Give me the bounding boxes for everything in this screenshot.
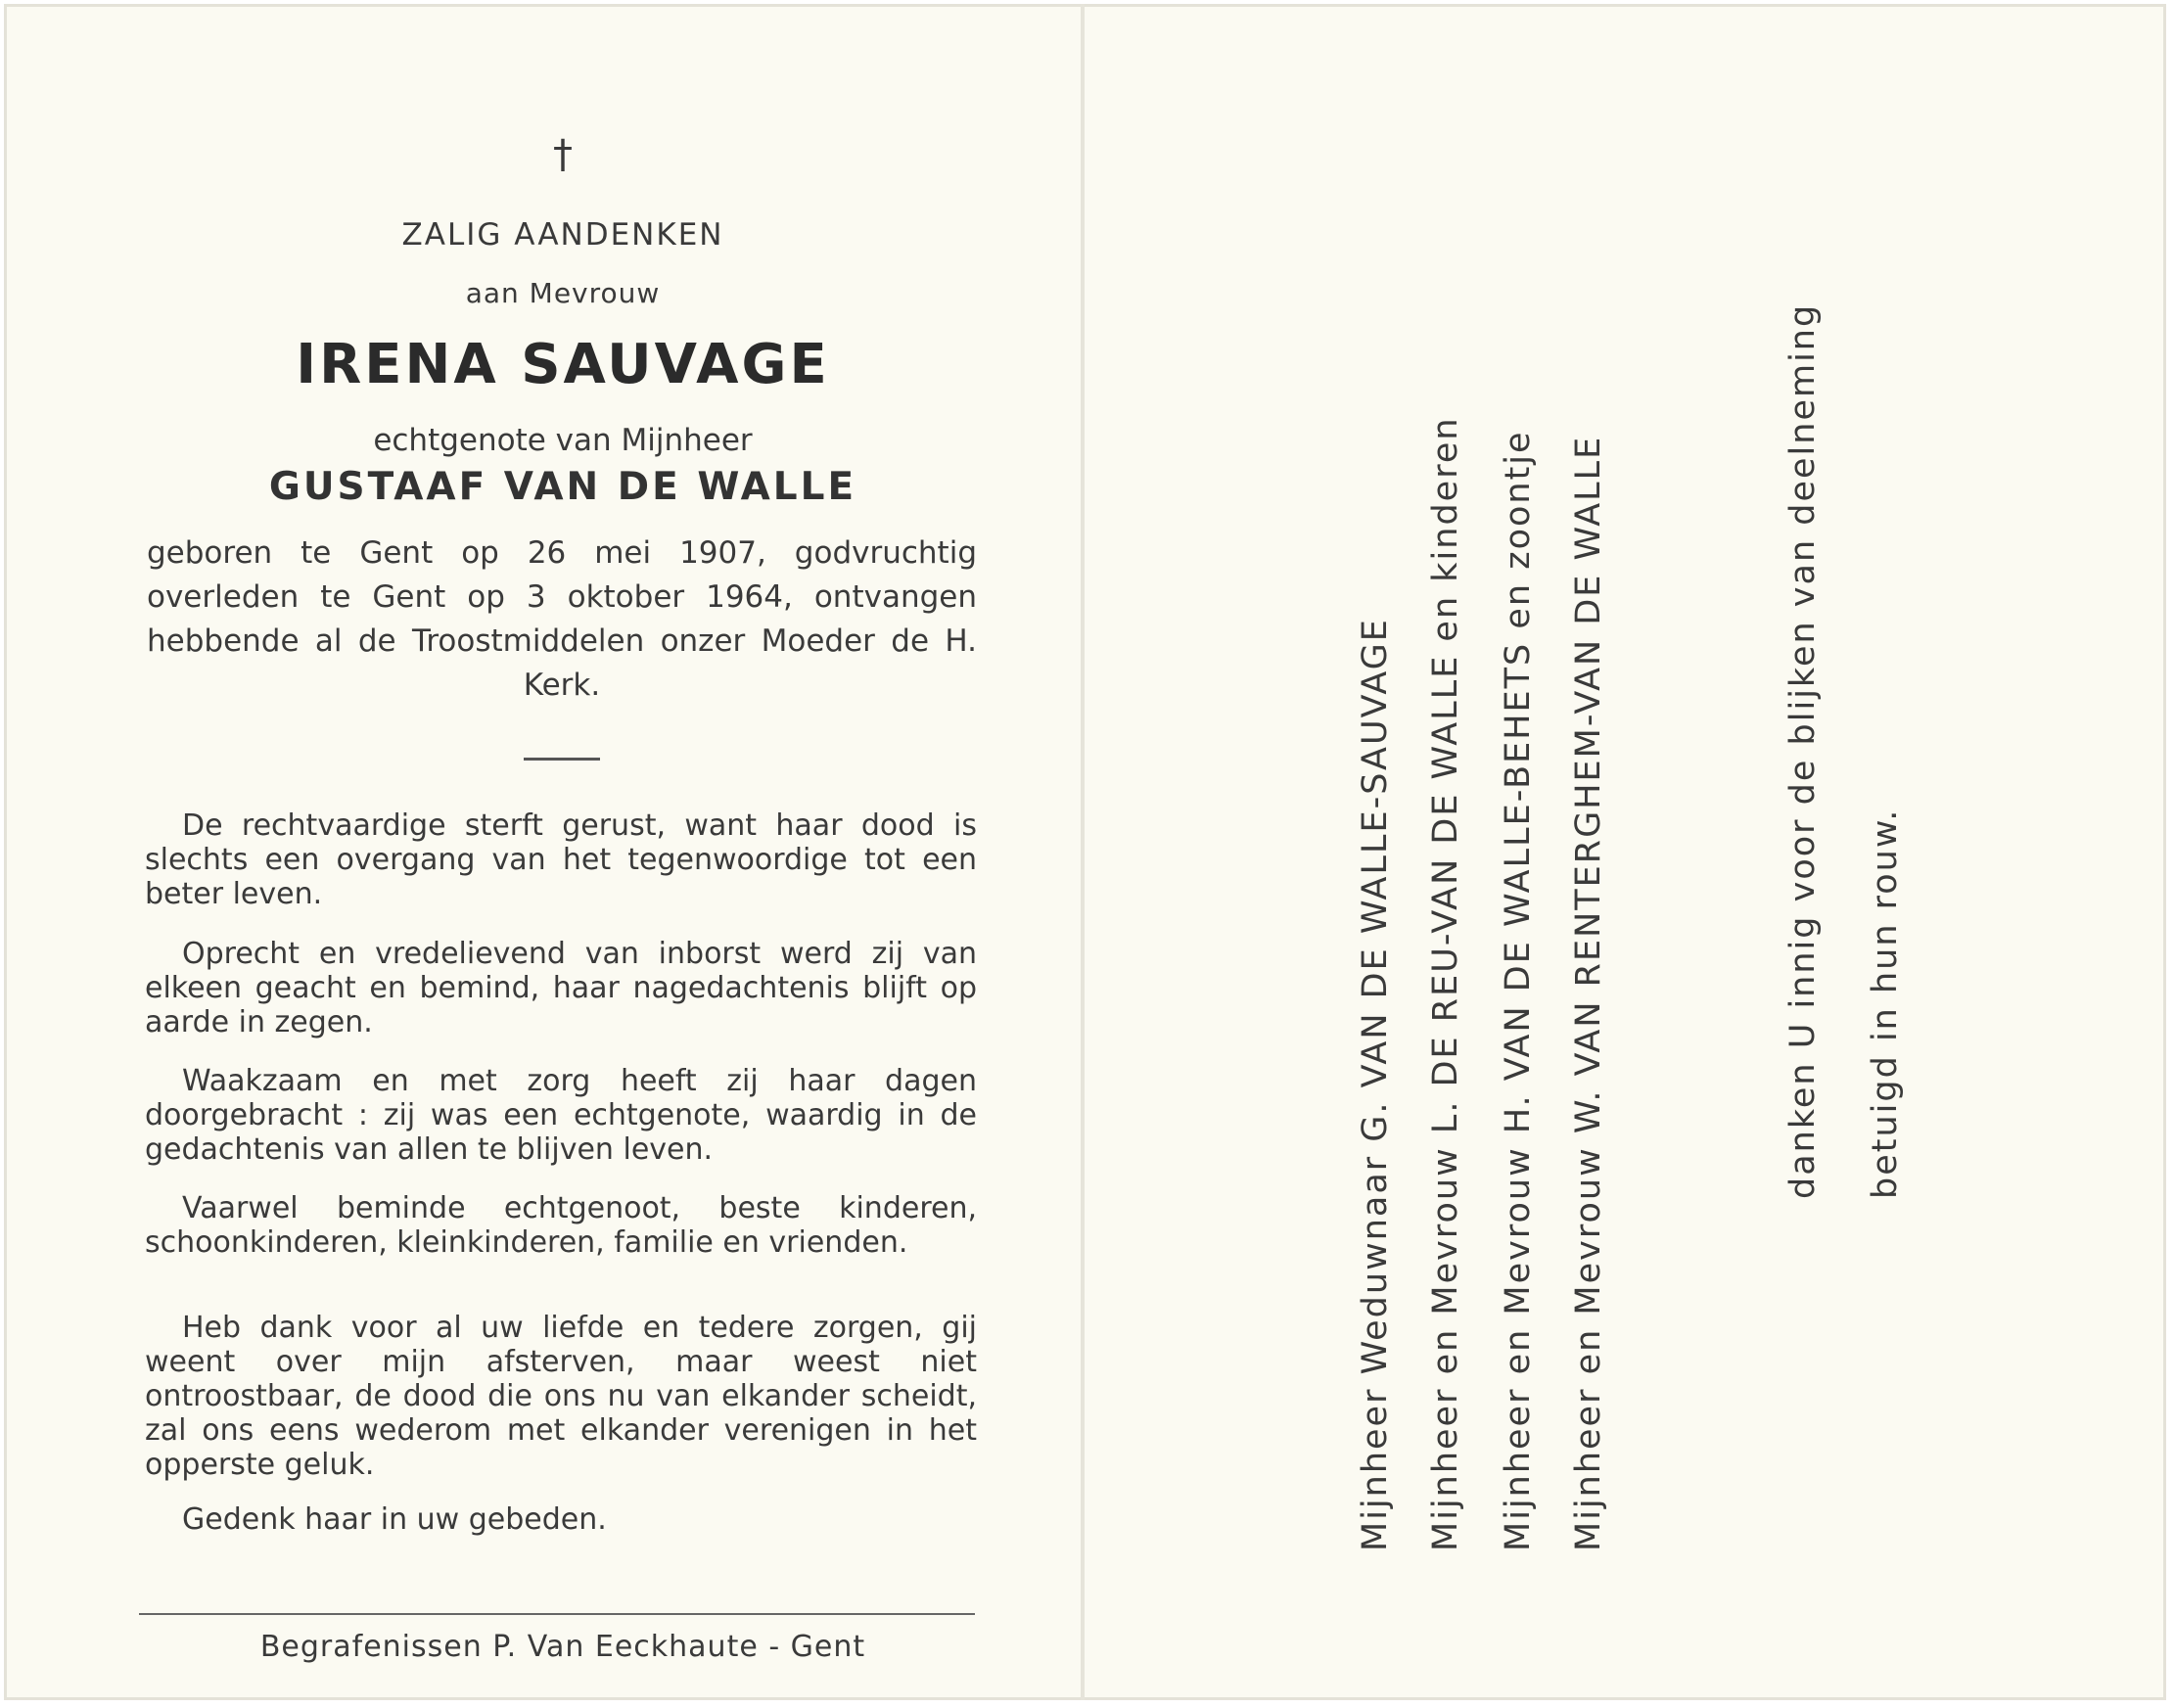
cross-symbol: † bbox=[553, 132, 573, 177]
verse-paragraph: Oprecht en vredelievend van inborst werd zij van elkeen geacht en bemind, haar nagedachtenis blijft op aarde in zegen. bbox=[145, 937, 977, 1039]
family-line-text: Mijnheer Weduwnaar G. VAN DE WALLE-SAUVAGE bbox=[1356, 618, 1395, 1551]
verse-paragraph: Waakzaam en met zorg heeft zij haar dagen doorgebracht : zij was een echtgenote, waardig in de gedachtenis van allen te blijven leven. bbox=[145, 1064, 977, 1167]
funeral-home-credit: Begrafenissen P. Van Eeckhaute - Gent bbox=[259, 1630, 866, 1664]
thanks-text: betuigd in hun rouw. bbox=[1866, 808, 1905, 1199]
family-line-4 bbox=[1540, 0, 1608, 1700]
family-line-2 bbox=[1397, 0, 1465, 1700]
verse-paragraph: Vaarwel beminde echtgenoot, beste kinderen, schoonkinderen, kleinkinderen, familie en vrienden. bbox=[145, 1191, 977, 1260]
thanks-text: danken U innig voor de blijken van deelneming bbox=[1783, 302, 1823, 1199]
verse-paragraph: De rechtvaardige sterft gerust, want haar dood is slechts een overgang van het tegenwoordige tot een beter leven. bbox=[145, 808, 977, 911]
spouse-name: GUSTAAF VAN DE WALLE bbox=[268, 465, 857, 509]
header-title: ZALIG AANDENKEN bbox=[401, 217, 724, 253]
deceased-name: IRENA SAUVAGE bbox=[296, 333, 830, 396]
short-divider bbox=[524, 758, 600, 761]
verse-paragraph: Heb dank voor al uw liefde en tedere zorgen, gij weent over mijn afsterven, maar weest niet ontroostbaar, de dood die ons nu van elkander scheidt, zal ons eens wederom met elkander verenigen in het opperste geluk. bbox=[145, 1311, 977, 1482]
family-line-text: Mijnheer en Mevrouw W. VAN RENTERGHEM-VAN DE WALLE bbox=[1569, 435, 1608, 1551]
family-line-1 bbox=[1326, 0, 1395, 1700]
family-line-text: Mijnheer en Mevrouw H. VAN DE WALLE-BEHETS en zoontje bbox=[1499, 430, 1538, 1551]
card-fold-line bbox=[1081, 4, 1085, 1700]
card-left-panel bbox=[0, 0, 1081, 1700]
verse-paragraph: Gedenk haar in uw gebeden. bbox=[182, 1502, 607, 1537]
family-line-3 bbox=[1469, 0, 1538, 1700]
header-subtitle: aan Mevrouw bbox=[465, 277, 661, 309]
biography-text: geboren te Gent op 26 mei 1907, godvruchtig overleden te Gent op 3 oktober 1964, ontvangen hebbende al de Troostmiddelen onzer Moeder de H. Kerk. bbox=[147, 535, 977, 703]
thanks-message-2 bbox=[1836, 0, 1905, 1700]
footer-divider bbox=[139, 1613, 975, 1615]
family-line-text: Mijnheer en Mevrouw L. DE REU-VAN DE WALLE en kinderen bbox=[1426, 416, 1465, 1551]
spouse-label: echtgenote van Mijnheer bbox=[373, 423, 753, 458]
thanks-message-1 bbox=[1754, 0, 1823, 1700]
